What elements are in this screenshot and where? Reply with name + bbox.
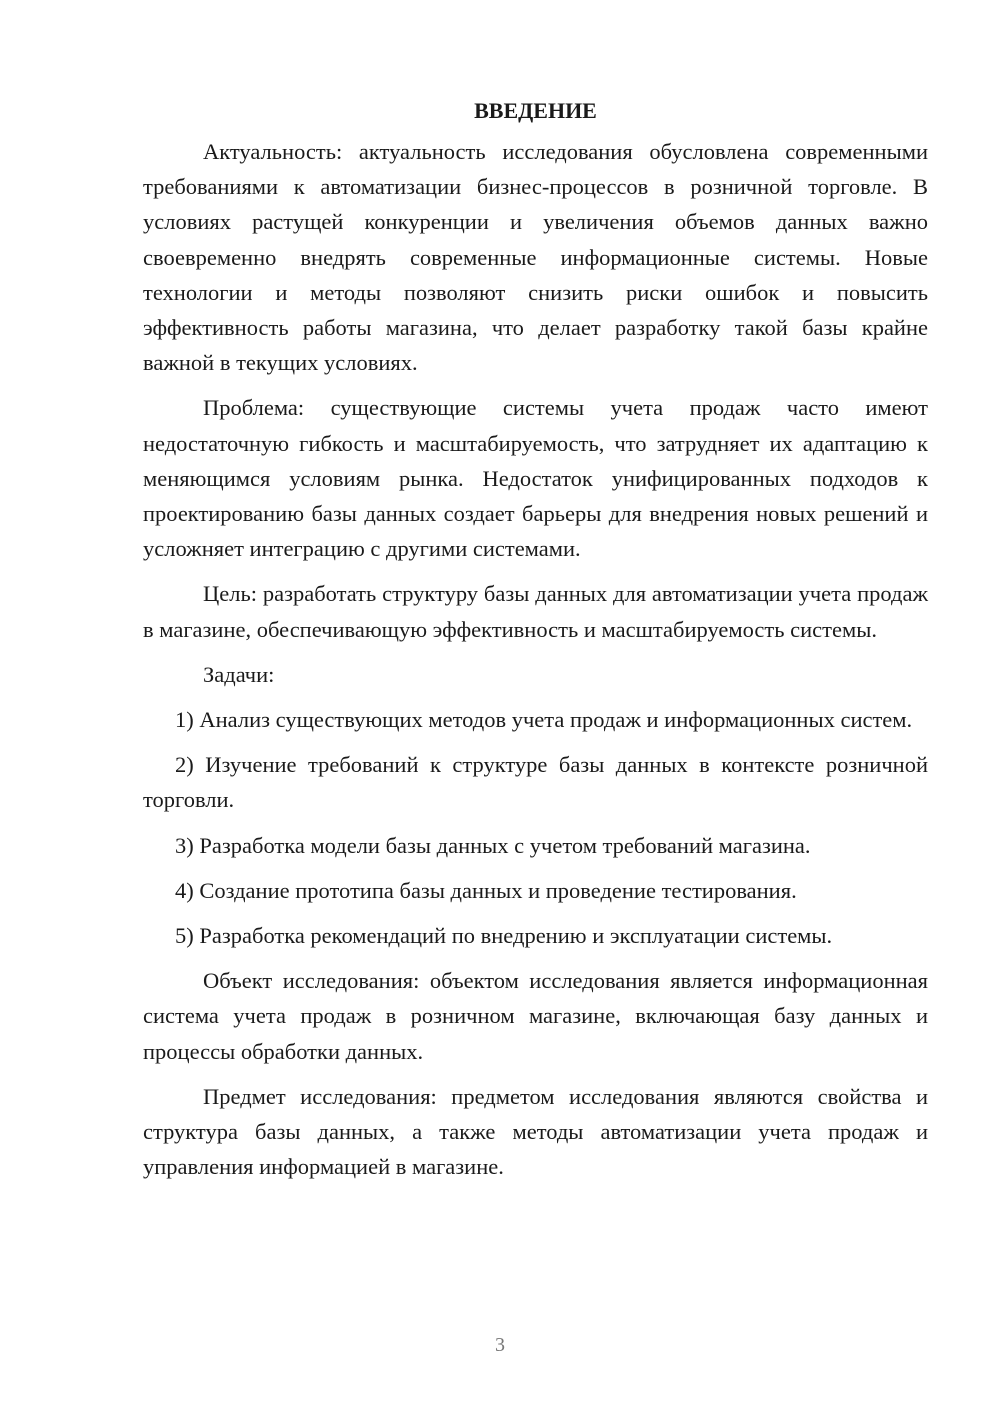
paragraph-object: Объект исследования: объектом исследования является информационная система учета продаж в розничном магазине, включающая базу данных и процессы обработки данных. bbox=[143, 968, 928, 1064]
page-number: 3 bbox=[495, 1334, 505, 1356]
page-content bbox=[143, 98, 928, 1194]
paragraph-problem: Проблема: существующие системы учета продаж часто имеют недостаточную гибкость и масштабируемость, что затрудняет их адаптацию к меняющимся условиям рынка. Недостаток унифицированных подходов к проектированию базы данных создает барьеры для внедрения новых решений и усложняет интеграцию с другими системами. bbox=[143, 395, 928, 562]
task-item-1: 1) Анализ существующих методов учета продаж и информационных систем. bbox=[175, 707, 913, 733]
section-title: ВВЕДЕНИЕ bbox=[474, 98, 597, 123]
task-item-3: 3) Разработка модели базы данных с учетом требований магазина. bbox=[175, 832, 811, 858]
paragraph-goal: Цель: разработать структуру базы данных для автоматизации учета продаж в магазине, обеспечивающую эффективность и масштабируемость системы. bbox=[143, 581, 928, 642]
task-item-2: 2) Изучение требований к структуре базы данных в контексте розничной торговли. bbox=[143, 752, 928, 813]
paragraph-relevance: Актуальность: актуальность исследования обусловлена современными требованиями к автоматизации бизнес-процессов в розничной торговле. В условиях растущей конкуренции и увеличения объемов данных важно своевременно внедрять современные информационные системы. Новые технологии и методы позволяют снизить риски ошибок и повысить эффективность работы магазина, что делает разработку такой базы крайне важной в текущих условиях. bbox=[143, 139, 928, 376]
task-item-4: 4) Создание прототипа базы данных и проведение тестирования. bbox=[175, 877, 797, 903]
tasks-heading: Задачи: bbox=[203, 661, 275, 687]
task-item-5: 5) Разработка рекомендаций по внедрению и эксплуатации системы. bbox=[175, 923, 833, 949]
paragraph-subject: Предмет исследования: предметом исследования являются свойства и структура базы данных, а также методы автоматизации учета продаж и управления информацией в магазине. bbox=[143, 1083, 928, 1180]
